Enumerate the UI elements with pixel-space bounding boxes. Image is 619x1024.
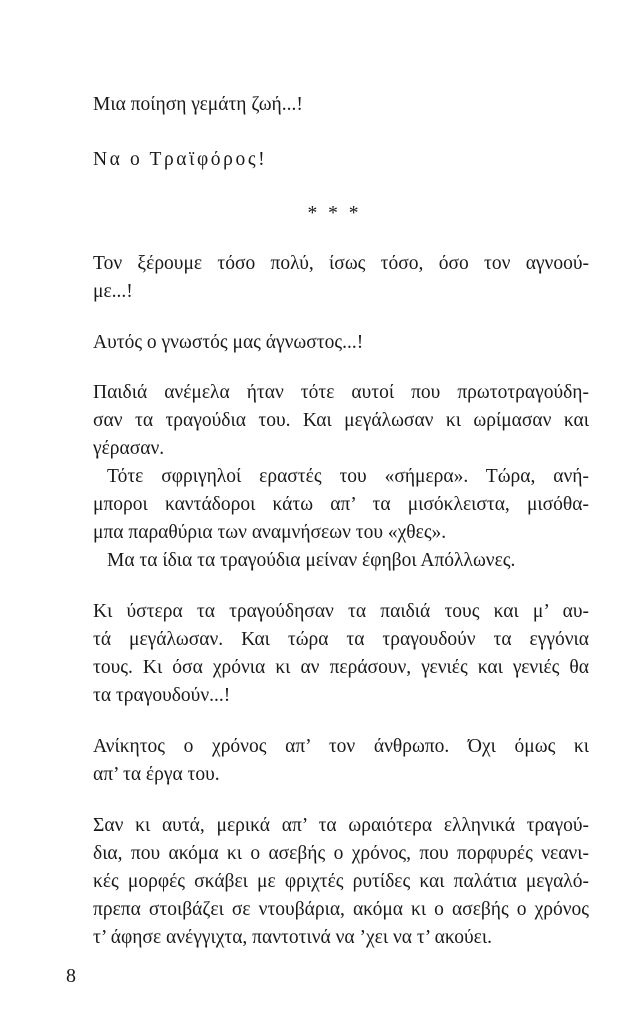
- paragraph-4-line-3: μπα παραθύρια των αναμνήσεων του «χθες».: [93, 522, 447, 543]
- paragraph-6-line-2: τά μεγάλωσαν. Και τώρα τα τραγουδούν τα εγγόνια: [93, 629, 589, 650]
- paragraph-3-line-2: σαν τα τραγούδια του. Και μεγάλωσαν κι ωρίμασαν και: [93, 410, 589, 431]
- paragraph-6-line-3: τους. Κι όσα χρόνια κι αν περάσουν, γενιές και γενιές θα: [93, 657, 589, 678]
- text-line-name: Να ο Τραϊφόρος!: [93, 149, 268, 170]
- paragraph-4-line-2: μποροι καντάδοροι κάτω απ’ τα μισόκλειστα, μισόθα-: [93, 494, 589, 515]
- paragraph-6-line-4: τα τραγουδούν...!: [93, 685, 231, 706]
- paragraph-3-line-1: Παιδιά ανέμελα ήταν τότε αυτοί που πρωτοτραγούδη-: [93, 382, 589, 403]
- text-line-exclamation: Μια ποίηση γεμάτη ζωή...!: [93, 94, 303, 115]
- paragraph-1-line-1: Τον ξέρουμε τόσο πολύ, ίσως τόσο, όσο τον αγνοού-: [93, 253, 589, 274]
- paragraph-8-line-2: δια, που ακόμα κι ο ασεβής ο χρόνος, που πορφυρές νεανι-: [93, 843, 589, 864]
- paragraph-3-line-3: γέρασαν.: [93, 438, 165, 459]
- paragraph-7-line-1: Ανίκητος ο χρόνος απ’ τον άνθρωπο. Όχι όμως κι: [93, 736, 589, 757]
- paragraph-5-line-1: Μα τα ίδια τα τραγούδια μείναν έφηβοι Απόλλωνες.: [107, 550, 516, 571]
- paragraph-8-line-5: τ’ άφησε ανέγγιχτα, παντοτινά να ’χει να τ’ ακούει.: [93, 927, 492, 948]
- paragraph-8-line-3: κές μορφές σκάβει με φριχτές ρυτίδες και παλάτια μεγαλό-: [93, 871, 589, 892]
- paragraph-4-line-1: Τότε σφριγηλοί εραστές του «σήμερα». Τώρα, ανή-: [107, 466, 589, 487]
- paragraph-7-line-2: απ’ τα έργα του.: [93, 764, 220, 785]
- paragraph-1-line-2: με...!: [93, 281, 133, 302]
- page-number: 8: [66, 965, 76, 987]
- section-separator: * * *: [307, 203, 362, 224]
- paragraph-8-line-4: πρεπα στοιβάζει σε ντουβάρια, ακόμα κι ο ασεβής ο χρόνος: [93, 899, 589, 920]
- paragraph-8-line-1: Σαν κι αυτά, μερικά απ’ τα ωραιότερα ελληνικά τραγού-: [93, 815, 589, 836]
- paragraph-6-line-1: Κι ύστερα τα τραγούδησαν τα παιδιά τους και μ’ αυ-: [93, 601, 589, 622]
- paragraph-2-line-1: Αυτός ο γνωστός μας άγνωστος...!: [93, 332, 364, 353]
